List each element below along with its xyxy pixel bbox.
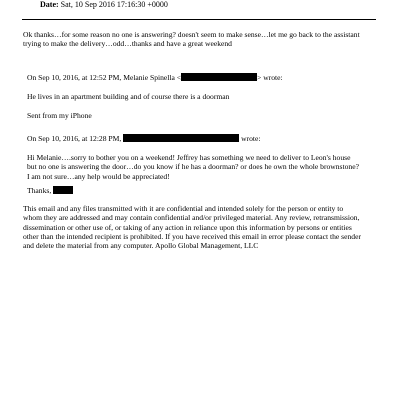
quote2-line: I am not sure…any help would be appreciated! (27, 171, 170, 181)
disclaimer-line: whom they are addressed and may contain confidential and/or privileged material. Any review, retransmission, (23, 213, 360, 223)
message-line: Ok thanks…for some reason no one is answering? doesn't seem to make sense…let me go back to the assistant (23, 30, 360, 39)
quote2-attribution-suffix: wrote: (241, 134, 261, 143)
quote1-attribution (27, 73, 377, 82)
quote1-attribution-suffix: > wrote: (257, 73, 283, 82)
quote2-closing (27, 186, 377, 195)
redaction-bar (181, 73, 257, 81)
redaction-bar (123, 134, 239, 142)
message-body (23, 30, 375, 49)
email-header (40, 0, 168, 9)
date-value: Sat, 10 Sep 2016 17:16:30 +0000 (60, 0, 168, 9)
quote2-line: but no one is answering the door…do you know if he has a doorman? or does he own the whole brownstone? (27, 162, 359, 172)
quote1-body: He lives in an apartment building and of course there is a doorman (27, 92, 230, 101)
disclaimer-line: other than the intended recipient is prohibited. If you have received this email in error please contact the sender (23, 231, 362, 241)
disclaimer-line: dissemination or other use of, or taking of any action in reliance upon this information by persons or entities (23, 222, 352, 232)
redaction-bar (53, 186, 73, 194)
quote1-signature: Sent from my iPhone (27, 111, 92, 120)
message-line: trying to make the delivery…odd…thanks and have a great weekend (23, 39, 232, 49)
date-label: Date: (40, 0, 59, 9)
quote2-attribution (27, 134, 377, 143)
quote2-line: Hi Melanie….sorry to bother you on a weekend! Jeffrey has something we need to deliver to Leon's house (27, 153, 351, 162)
confidentiality-disclaimer (23, 204, 383, 250)
quote2-body (27, 153, 377, 181)
closing-text: Thanks, (27, 186, 52, 195)
disclaimer-line: and delete the material from any computer. Apollo Global Management, LLC (23, 241, 259, 251)
header-divider (22, 19, 376, 20)
disclaimer-line: This email and any files transmitted with it are confidential and intended solely for the person or entity to (23, 204, 344, 213)
quote1-attribution-prefix: On Sep 10, 2016, at 12:52 PM, Melanie Spinella < (27, 73, 182, 82)
quote2-attribution-prefix: On Sep 10, 2016, at 12:28 PM, (27, 134, 122, 143)
